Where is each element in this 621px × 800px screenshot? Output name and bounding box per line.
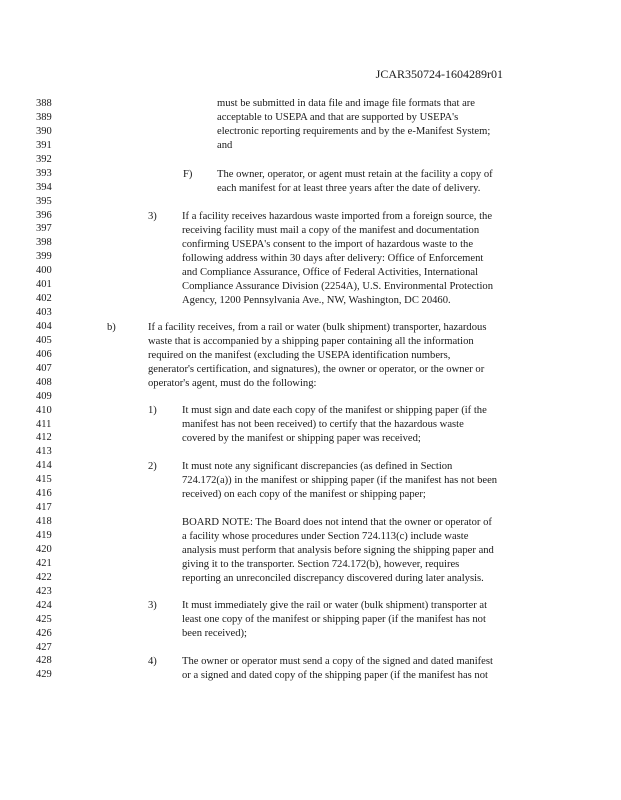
line-number: 402 <box>36 293 52 305</box>
line-number: 422 <box>36 571 52 583</box>
text-line-415: 724.172(a)) in the manifest or shipping paper (if the manifest has not been <box>182 475 498 486</box>
text-line-422: reporting an unreconciled discrepancy discovered during later analysis. <box>182 573 484 584</box>
text-line-425: least one copy of the manifest or shipping paper (if the manifest has not <box>182 614 486 625</box>
line-number: 401 <box>36 279 52 291</box>
line-number: 417 <box>36 502 52 514</box>
line-number: 405 <box>36 334 52 346</box>
line-number: 418 <box>36 516 52 527</box>
text-line-399: following address within 30 days after delivery: Office of Enforcement <box>182 253 484 264</box>
text-line-394: each manifest for at least three years after the date of delivery. <box>217 183 481 194</box>
text-line-406: required on the manifest (excluding the USEPA identification numbers, <box>148 350 451 361</box>
line-number: 427 <box>36 641 52 653</box>
text-line-419: a facility whose procedures under Section 724.113(c) include waste <box>182 531 469 542</box>
text-line-418: BOARD NOTE: The Board does not intend that the owner or operator of <box>182 517 492 528</box>
line-number: 403 <box>36 307 52 318</box>
line-number: 410 <box>36 404 52 416</box>
text-line-421: giving it to the transporter. Section 724.172(b), however, requires <box>182 559 460 570</box>
item-marker-3b: 3) <box>148 600 157 611</box>
text-line-402: Agency, 1200 Pennsylvania Ave., NW, Washington, DC 20460. <box>182 295 451 306</box>
line-number: 393 <box>36 167 52 179</box>
line-number: 406 <box>36 348 52 360</box>
line-number: 419 <box>36 530 52 541</box>
line-number: 407 <box>36 362 52 374</box>
text-line-426: been received); <box>182 628 247 639</box>
text-line-408: operator's agent, must do the following: <box>148 378 317 389</box>
text-line-396: If a facility receives hazardous waste imported from a foreign source, the <box>182 211 493 222</box>
item-marker-1: 1) <box>148 405 157 416</box>
line-number: 390 <box>36 125 52 137</box>
item-marker-2: 2) <box>148 461 157 472</box>
text-line-424: It must immediately give the rail or water (bulk shipment) transporter at <box>182 600 488 611</box>
text-line-390: electronic reporting requirements and by the e-Manifest System; <box>217 126 491 137</box>
text-line-407: generator's certification, and signatures), the owner or operator, or the owner or <box>148 364 485 375</box>
text-line-405: waste that is accompanied by a shipping paper containing all the information <box>148 336 474 347</box>
line-number: 409 <box>36 390 52 402</box>
text-line-429: or a signed and dated copy of the shipping paper (if the manifest has not <box>182 670 488 681</box>
line-number: 429 <box>36 669 52 681</box>
text-line-389: acceptable to USEPA and that are supported by USEPA's <box>217 112 459 123</box>
text-line-391: and <box>217 140 233 151</box>
line-number: 425 <box>36 613 52 625</box>
text-line-393: The owner, operator, or agent must retain at the facility a copy of <box>217 169 493 180</box>
line-number: 426 <box>36 627 52 639</box>
line-number: 394 <box>36 181 52 193</box>
document-id-header: JCAR350724-1604289r01 <box>375 67 503 81</box>
line-number: 413 <box>36 446 52 458</box>
text-line-412: covered by the manifest or shipping paper was received; <box>182 433 421 444</box>
line-number: 400 <box>36 265 52 277</box>
line-number: 420 <box>36 543 52 555</box>
item-marker-4: 4) <box>148 656 157 667</box>
line-number: 392 <box>36 153 52 165</box>
line-number: 423 <box>36 585 52 597</box>
line-number: 412 <box>36 432 52 444</box>
line-number: 389 <box>36 111 52 123</box>
line-number: 391 <box>36 139 52 151</box>
line-number: 424 <box>36 599 52 611</box>
line-number: 388 <box>36 98 52 109</box>
line-number: 416 <box>36 488 52 500</box>
line-number: 404 <box>36 321 52 332</box>
line-number: 395 <box>36 195 52 207</box>
item-marker-b: b) <box>107 322 116 333</box>
text-line-404: If a facility receives, from a rail or water (bulk shipment) transporter, hazardous <box>148 322 487 333</box>
line-number: 399 <box>36 251 52 263</box>
text-line-400: and Compliance Assurance, Office of Federal Activities, International <box>182 267 479 278</box>
text-line-420: analysis must perform that analysis before signing the shipping paper and <box>182 545 494 556</box>
line-number: 398 <box>36 237 52 249</box>
line-number: 411 <box>36 418 52 430</box>
text-line-397: receiving facility must mail a copy of the manifest and documentation <box>182 225 480 236</box>
text-line-401: Compliance Assurance Division (2254A), U.S. Environmental Protection <box>182 281 493 292</box>
text-line-414: It must note any significant discrepancies (as defined in Section <box>182 461 453 472</box>
item-marker-3: 3) <box>148 211 157 222</box>
text-line-416: received) on each copy of the manifest or shipping paper; <box>182 489 426 500</box>
item-marker-f: F) <box>183 169 193 180</box>
line-number: 415 <box>36 474 52 486</box>
text-line-388: must be submitted in data file and image file formats that are <box>217 98 475 109</box>
line-number: 408 <box>36 376 52 388</box>
line-number: 428 <box>36 655 52 667</box>
line-number: 414 <box>36 460 52 472</box>
line-number: 421 <box>36 557 52 569</box>
text-line-428: The owner or operator must send a copy of the signed and dated manifest <box>182 656 493 667</box>
line-number: 396 <box>36 209 52 221</box>
text-line-398: confirming USEPA's consent to the import of hazardous waste to the <box>182 239 474 250</box>
text-line-411: manifest has not been received) to certify that the hazardous waste <box>182 419 464 430</box>
line-number: 397 <box>36 223 52 235</box>
text-line-410: It must sign and date each copy of the manifest or shipping paper (if the <box>182 405 487 416</box>
